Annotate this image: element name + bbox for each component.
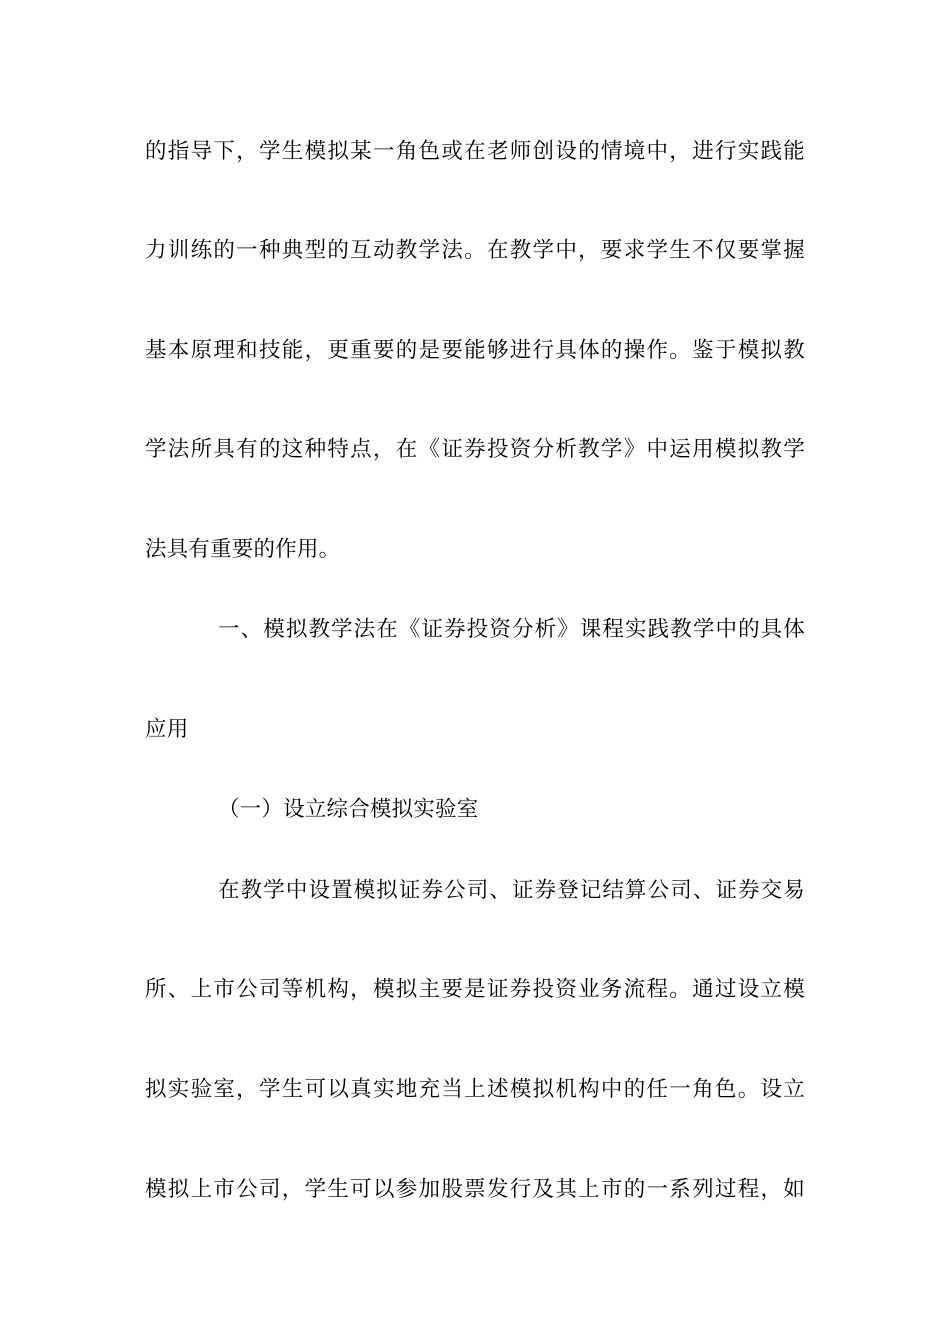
paragraph-line: 学法所具有的这种特点，在《证券投资分析教学》中运用模拟教学 <box>145 437 805 462</box>
paragraph-line: 法具有重要的作用。 <box>145 537 341 562</box>
paragraph-line: 拟实验室，学生可以真实地充当上述模拟机构中的任一角色。设立 <box>145 1077 805 1102</box>
paragraph-line: 所、上市公司等机构，模拟主要是证券投资业务流程。通过设立模 <box>145 977 805 1002</box>
paragraph-line: 力训练的一种典型的互动教学法。在教学中，要求学生不仅要掌握 <box>145 238 805 263</box>
paragraph-line: 模拟上市公司，学生可以参加股票发行及其上市的一系列过程，如 <box>145 1177 805 1202</box>
paragraph-line: 基本原理和技能，更重要的是要能够进行具体的操作。鉴于模拟教 <box>145 338 805 363</box>
section-heading: 一、模拟教学法在《证券投资分析》课程实践教学中的具体 <box>218 617 805 642</box>
subsection-heading: （一）设立综合模拟实验室 <box>218 797 479 822</box>
paragraph-line: 在教学中设置模拟证券公司、证券登记结算公司、证券交易 <box>218 878 805 903</box>
paragraph-line: 的指导下，学生模拟某一角色或在老师创设的情境中，进行实践能 <box>145 139 805 164</box>
section-heading-continuation: 应用 <box>145 717 189 742</box>
